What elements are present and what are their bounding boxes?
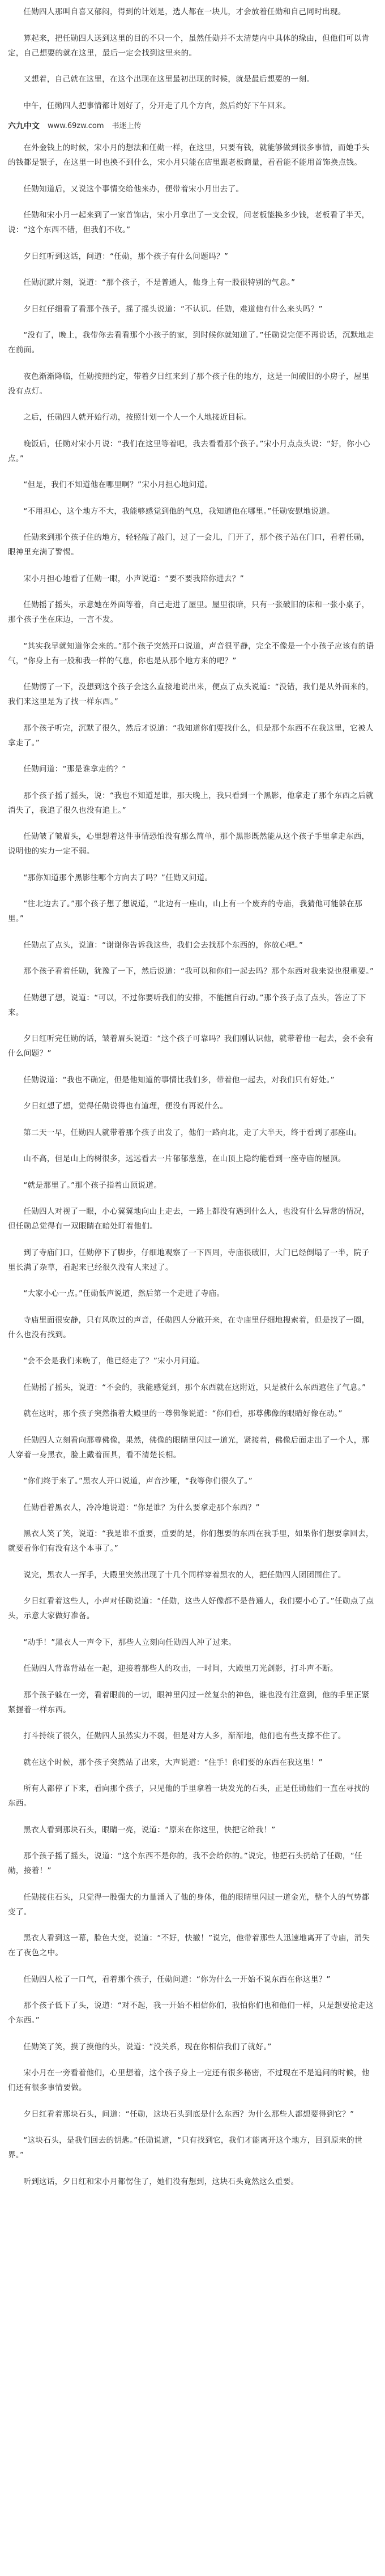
paragraph: 黑衣人笑了笑，说道：“我是谁不重要，重要的是，你们想要的东西在我手里，如果你们想要拿回去，就要看你们有没有这个本事了。”	[8, 1529, 374, 1553]
paragraph: 寺庙里面很安静，只有风吹过的声音，任勋四人分散开来，在寺庙里仔细地搜索着，但是找了一圈，什么也没有找到。	[8, 1315, 370, 1340]
paragraph: 宋小月担心地看了任勋一眼，小声说道：“要不要我陪你进去？”	[23, 574, 245, 583]
paragraph: 又想着，自己就在这里，在这个出现在这里最初出现的时候，就是最后想要的一刻。	[23, 75, 315, 84]
paragraph: 就在这时，那个孩子突然指着大殿里的一尊佛像说道：“你们看，那尊佛像的眼睛好像在动。”	[23, 1409, 343, 1418]
site-url[interactable]: www.69zw.com	[48, 122, 104, 130]
paragraph: 任勋四人立刻看向那尊佛像，果然，佛像的眼睛里闪过一道光，紧接着，佛像后面走出了一个人，那人穿着一身黑衣，脸上戴着面具，看不清楚长相。	[8, 1435, 370, 1460]
site-banner	[8, 120, 377, 133]
paragraph: 那个孩子摇了摇头，说：“我也不知道是谁，那天晚上，我只看到一个黑影，他拿走了那个东西之后就消失了，我追了很久也没有追上。”	[8, 791, 374, 815]
paragraph: 中午，任勋四人把事情都计划好了，分开走了几个方向，然后约好下午回来。	[23, 101, 291, 110]
paragraph: 任勋四人松了一口气，看着那个孩子，任勋问道：“你为什么一开始不说东西在你这里？”	[23, 1974, 331, 1984]
paragraph: 夕日红听到这话，问道：“任勋，那个孩子有什么问题吗？”	[23, 251, 229, 261]
paragraph: 任勋愣了一下，没想到这个孩子会这么直接地说出来，便点了点头说道：“没错，我们是从外面来的，我们来这里是为了找一样东西。”	[8, 683, 374, 706]
paragraph: “动手！”黑衣人一声令下，那些人立刻向任勋四人冲了过来。	[23, 1637, 237, 1647]
paragraph: 夕日红想了想，觉得任勋说得也有道理，便没有再说什么。	[23, 1102, 228, 1111]
paragraph: 在外金钱上的时候，宋小月的想法和任勋一样，在这里，只要有钱，就能够做到很多事情，而她手头的钱都是银子，在这里一时也换不到什么，宋小月只能在店里跟老板商量，看看能不能用首饰换点钱。	[8, 143, 370, 167]
paragraph: 任勋知道后，又说这个事情交给他来办，便带着宋小月出去了。	[23, 184, 244, 194]
paragraph: 夕日红仔细看了看那个孩子，摇了摇头说道：“不认识。任勋，难道他有什么来头吗？”	[23, 304, 323, 314]
paragraph: 任勋说道：“我也不确定，但是他知道的事情比我们多，带着他一起去，对我们只有好处。”	[23, 1075, 335, 1085]
paragraph: 夜色渐渐降临，任勋按照约定，带着夕日红来到了那个孩子住的地方，这是一间破旧的小房子，屋里没有点灯。	[8, 372, 370, 396]
paragraph: 夕日红看着这些人，小声对任勋说道：“任勋，这些人好像都不是普通人，我们要小心了。”任勋点了点头，示意大家做好准备。	[8, 1597, 374, 1620]
paragraph: 到了寺庙门口，任勋停下了脚步，仔细地观察了一下四周，寺庙很破旧，大门已经倒塌了一半，院子里长满了杂草，看起来已经很久没有人来过了。	[8, 1248, 370, 1272]
paragraph: 所有人都停了下来，看向那个孩子，只见他的手里拿着一块发光的石头，正是任勋他们一直在寻找的东西。	[8, 1784, 370, 1808]
paragraph: “不用担心，这个地方不大，我能够感觉到他的气息，我知道他在哪里。”任勋安慰地说道。	[23, 506, 335, 516]
paragraph: 任勋四人对视了一眼，小心翼翼地向山上走去，一路上都没有遇到什么人，也没有什么异常的情况，但任勋总觉得有一双眼睛在暗处盯着他们。	[8, 1207, 370, 1231]
paragraph: 任勋摇了摇头，说道：“不会的，我能感觉到，那个东西就在这附近，只是被什么东西遮住了气息。”	[23, 1383, 366, 1392]
paragraph: 算起来，把任勋四人送到这里的目的不只一个，虽然任勋并不太清楚内中具体的缘由，但他们可以肯定，自己想要的就在这里，最后一定会找到这里来的。	[8, 33, 370, 58]
paragraph: 那个孩子躲在一旁，看着眼前的一切，眼神里闪过一丝复杂的神色，谁也没有注意到，他的手里正紧紧握着一样东西。	[8, 1690, 370, 1715]
paragraph: 任勋来到那个孩子住的地方，轻轻敲了敲门，过了一会儿，门开了，那个孩子站在门口，看着任勋，眼神里充满了警惕。	[8, 533, 370, 557]
paragraph: 任勋笑了笑，摸了摸他的头，说道：“没关系，现在你相信我们了就好。”	[23, 2042, 272, 2052]
paragraph: 任勋问道：“那是谁拿走的？”	[23, 765, 126, 774]
paragraph: 任勋沉默片刻，说道：“那个孩子，不是普通人，他身上有一股很特别的气息。”	[23, 278, 296, 287]
site-tagline: 书迷上传	[112, 122, 142, 130]
paragraph: “你们终于来了。”黑衣人开口说道，声音沙哑，“我等你们很久了。”	[23, 1477, 253, 1486]
paragraph: “大家小心一点。”任勋低声说道，然后第一个走进了寺庙。	[23, 1289, 225, 1298]
paragraph: 任勋摇了摇头，示意她在外面等着，自己走进了屋里。屋里很暗，只有一张破旧的床和一张小桌子，那个孩子坐在床边，一言不发。	[8, 600, 370, 624]
paragraph: 那个孩子低下了头，说道：“对不起，我一开始不相信你们，我怕你们也和他们一样，只是想要抢走这个东西。”	[8, 2001, 374, 2025]
paragraph: 之后，任勋四人就开始行动，按照计划一个人一个人地接近目标。	[23, 413, 252, 422]
paragraph: 任勋想了想，说道：“可以，不过你要听我们的安排，不能擅自行动。”那个孩子点了点头，答应了下来。	[8, 993, 366, 1017]
paragraph: “那你知道那个黑影往哪个方向去了吗？”任勋又问道。	[23, 873, 213, 882]
paragraph: 黑衣人看到那块石头，眼睛一亮，说道：“原来在你这里，快把它给我！”	[23, 1825, 276, 1835]
paragraph: 夕日红听完任勋的话，皱着眉头说道：“这个孩子可靠吗？我们刚认识他，就带着他一起去，会不会有什么问题？”	[8, 1034, 374, 1058]
paragraph: 山不高，但是山上的树很多，远远看去一片郁郁葱葱，在山顶上隐约能看到一座寺庙的屋顶。	[23, 1154, 346, 1163]
paragraph: 任勋皱了皱眉头，心里想着这件事情恐怕没有那么简单，那个黑影既然能从这个孩子手里拿走东西，说明他的实力一定不弱。	[8, 832, 370, 856]
paragraph: 黑衣人看到这一幕，脸色大变，说道：“不好，快撤！”说完，他带着那些人迅速地离开了寺庙，消失在了夜色之中。	[8, 1934, 370, 1957]
paragraph: “但是，我们不知道他在哪里啊？”宋小月担心地问道。	[23, 480, 213, 489]
paragraph: 就在这个时候，那个孩子突然站了出来，大声说道：“住手！你们要的东西在我这里！”	[23, 1758, 323, 1767]
paragraph: “这块石头，是我们回去的钥匙。”任勋说道，“只有找到它，我们才能离开这个地方，回到原来的世界。”	[8, 2136, 362, 2160]
paragraph: 晚饭后，任勋对宋小月说：“我们在这里等着吧，我去看看那个孩子。”宋小月点点头说：“好，你小心点。”	[8, 439, 370, 463]
paragraph: 任勋和宋小月一起来到了一家首饰店，宋小月拿出了一支金钗，问老板能换多少钱，老板看了半天，说：“这个东西不错，但我们不收。”	[8, 211, 370, 234]
paragraph: “就是那里了。”那个孩子指着山顶说道。	[23, 1180, 162, 1190]
paragraph: “没有了，晚上，我带你去看看那个小孩子的家，到时候你就知道了。”任勋说完便不再说话，沉默地走在前面。	[8, 331, 374, 355]
paragraph: 任勋接住石头，只觉得一股强大的力量涌入了他的身体，他的眼睛里闪过一道金光，整个人的气势都变了。	[8, 1892, 370, 1917]
site-name: 六九中文	[8, 122, 40, 131]
paragraph: 打斗持续了很久，任勋四人虽然实力不弱，但是对方人多，渐渐地，他们也有些支撑不住了。	[23, 1731, 346, 1741]
paragraph: 夕日红看着那块石头，问道：“任勋，这块石头到底是什么东西？为什么那些人都想要得到它？”	[23, 2109, 354, 2119]
paragraph: 任勋四人背靠背站在一起，迎接着那些人的攻击，一时间，大殿里刀光剑影，打斗声不断。	[23, 1664, 338, 1673]
paragraph: 宋小月在一旁看着他们，心里想着，这个孩子身上一定还有很多秘密，不过现在不是追问的时候，他们还有很多事情要做。	[8, 2069, 370, 2092]
paragraph: 那个孩子听完，沉默了很久，然后才说道：“我知道你们要找什么，但是那个东西不在我这里，它被人拿走了。”	[8, 723, 374, 748]
paragraph: “其实我早就知道你会来的。”那个孩子突然开口说道，声音很平静，完全不像是一个小孩子应该有的语气，“你身上有一股和我一样的气息，你也是从那个地方来的吧？”	[8, 641, 374, 666]
paragraph: 任勋四人那叫自喜又郁闷，得到的计划是，选人都在一块儿，才会放着任勋和自己同时出现。	[23, 7, 346, 16]
paragraph: 说完，黑衣人一挥手，大殿里突然出现了十几个同样穿着黑衣的人，把任勋四人团团围住了。	[23, 1570, 346, 1580]
paragraph: 听到这话，夕日红和宋小月都愣住了，她们没有想到，这块石头竟然这么重要。	[23, 2177, 299, 2186]
paragraph: 任勋看着黑衣人，冷冷地说道：“你是谁？为什么要拿走那个东西？”	[23, 1503, 260, 1512]
paragraph: “会不会是我们来晚了，他已经走了？”宋小月问道。	[23, 1357, 205, 1366]
paragraph: 那个孩子摇了摇头，说道：“这个东西不是你的，我不会给你的。”说完，他把石头扔给了任勋，“任勋，接着！”	[8, 1852, 362, 1875]
paragraph: 那个孩子看着任勋，犹豫了一下，然后说道：“我可以和你们一起去吗？那个东西对我来说也很重要。”	[23, 967, 374, 976]
paragraph: 任勋点了点头，说道：“谢谢你告诉我这些，我们会去找那个东西的，你放心吧。”	[23, 940, 303, 950]
paragraph: 第二天一早，任勋四人就带着那个孩子出发了，他们一路向北，走了大半天，终于看到了那座山。	[23, 1128, 362, 1137]
paragraph: “往北边去了。”那个孩子想了想说道，“北边有一座山，山上有一个废弃的寺庙，我猜他可能躲在那里。”	[8, 899, 362, 923]
